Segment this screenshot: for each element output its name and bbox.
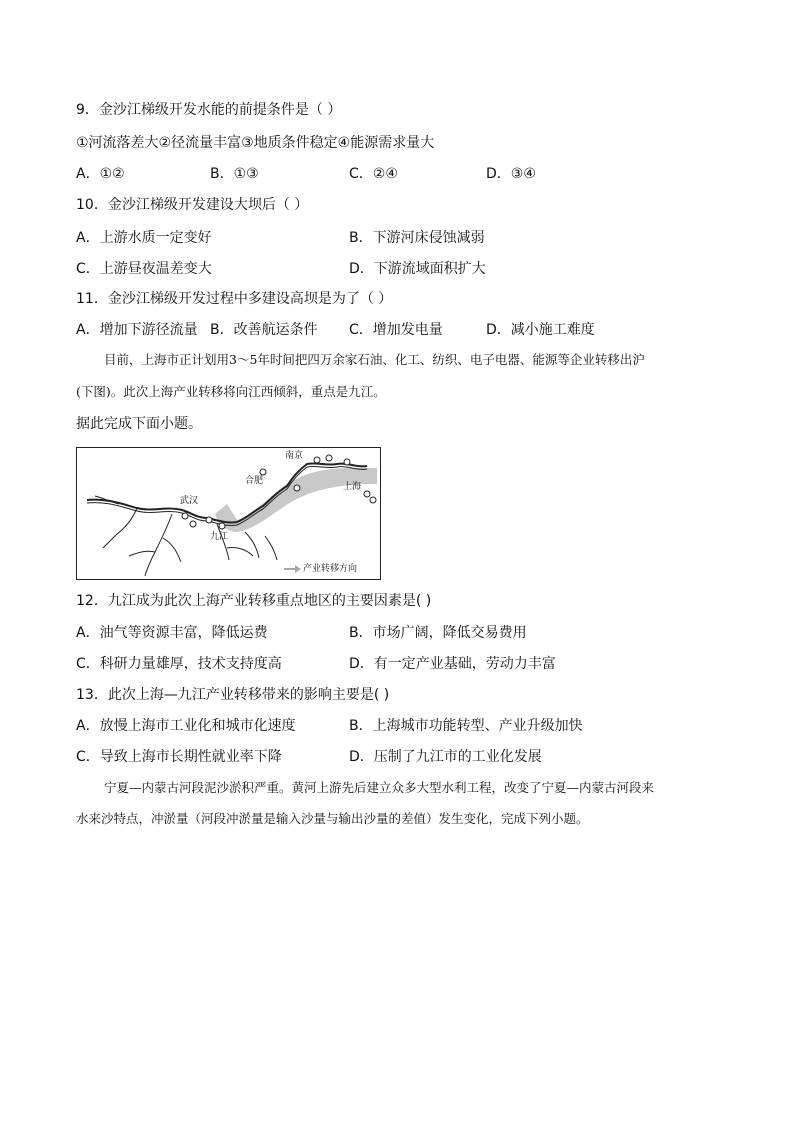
tributaries	[145, 514, 172, 576]
q9-option-a[interactable]: A．①②	[76, 166, 125, 182]
passage1-line2: (下图)。此次上海产业转移将向江西倾斜，重点是九江。	[76, 384, 386, 399]
q11-option-b[interactable]: B．改善航运条件	[210, 322, 318, 338]
q11-stem: 11．金沙江梯级开发过程中多建设高坝是为了（ ）	[76, 291, 393, 307]
q9-option-b[interactable]: B．①③	[210, 166, 259, 182]
map-legend-label: 产业转移方向	[303, 564, 358, 574]
industry-transfer-map	[76, 447, 381, 580]
map-drawing	[77, 448, 380, 579]
q10-option-c[interactable]: C．上游昼夜温差变大	[76, 261, 212, 277]
map-label-jiujiang: 九江	[210, 532, 229, 542]
q12-stem: 12．九江成为此次上海产业转移重点地区的主要因素是( )	[76, 593, 432, 609]
q12-option-d[interactable]: D．有一定产业基础，劳动力丰富	[349, 656, 556, 672]
q13-option-c[interactable]: C．导致上海市长期性就业率下降	[76, 749, 282, 765]
passage1-instruction: 据此完成下面小题。	[76, 416, 202, 432]
q9-option-d[interactable]: D．③④	[486, 166, 536, 182]
q11-option-c[interactable]: C．增加发电量	[349, 322, 443, 338]
q9-stem: 9．金沙江梯级开发水能的前提条件是（ ）	[76, 102, 342, 118]
han-river	[103, 508, 137, 548]
map-label-shanghai: 上海	[343, 482, 362, 492]
city-dot	[260, 469, 266, 475]
q12-option-c[interactable]: C．科研力量雄厚，技术支持度高	[76, 656, 282, 672]
map-label-wuhan: 武汉	[180, 496, 199, 506]
q13-option-d[interactable]: D．压制了九江市的工业化发展	[349, 749, 542, 765]
q10-stem: 10．金沙江梯级开发建设大坝后（ ）	[76, 197, 309, 213]
passage1-line1: 目前，上海市正计划用3～5年时间把四万余家石油、化工、纺织、电子电器、能源等企业转移出沪	[104, 352, 645, 367]
q12-option-a[interactable]: A．油气等资源丰富，降低运费	[76, 625, 268, 641]
map-label-nanjing: 南京	[285, 451, 304, 461]
q11-option-d[interactable]: D．减小施工难度	[486, 322, 595, 338]
passage2-line2: 水来沙特点，冲淤量（河段冲淤量是输入沙量与输出沙量的差值）发生变化，完成下列小题。	[76, 811, 589, 826]
q9-statements: ①河流落差大②径流量丰富③地质条件稳定④能源需求量大	[76, 135, 435, 151]
q13-stem: 13．此次上海—九江产业转移带来的影响主要是( )	[76, 687, 390, 703]
passage2-line1: 宁夏—内蒙古河段泥沙淤积严重。黄河上游先后建立众多大型水利工程，改变了宁夏—内蒙古河段来	[104, 780, 655, 795]
q10-option-b[interactable]: B．下游河床侵蚀减弱	[349, 230, 485, 246]
q10-option-a[interactable]: A．上游水质一定变好	[76, 230, 212, 246]
q12-option-b[interactable]: B．市场广阔，降低交易费用	[349, 625, 527, 641]
map-label-hefei: 合肥	[245, 476, 264, 486]
q11-option-a[interactable]: A．增加下游径流量	[76, 322, 198, 338]
q9-option-c[interactable]: C．②④	[349, 166, 398, 182]
legend-arrow	[284, 565, 301, 573]
q10-option-d[interactable]: D．下游流域面积扩大	[349, 261, 486, 277]
q13-option-b[interactable]: B．上海城市功能转型、产业升级加快	[349, 718, 583, 734]
q13-option-a[interactable]: A．放慢上海市工业化和城市化速度	[76, 718, 296, 734]
